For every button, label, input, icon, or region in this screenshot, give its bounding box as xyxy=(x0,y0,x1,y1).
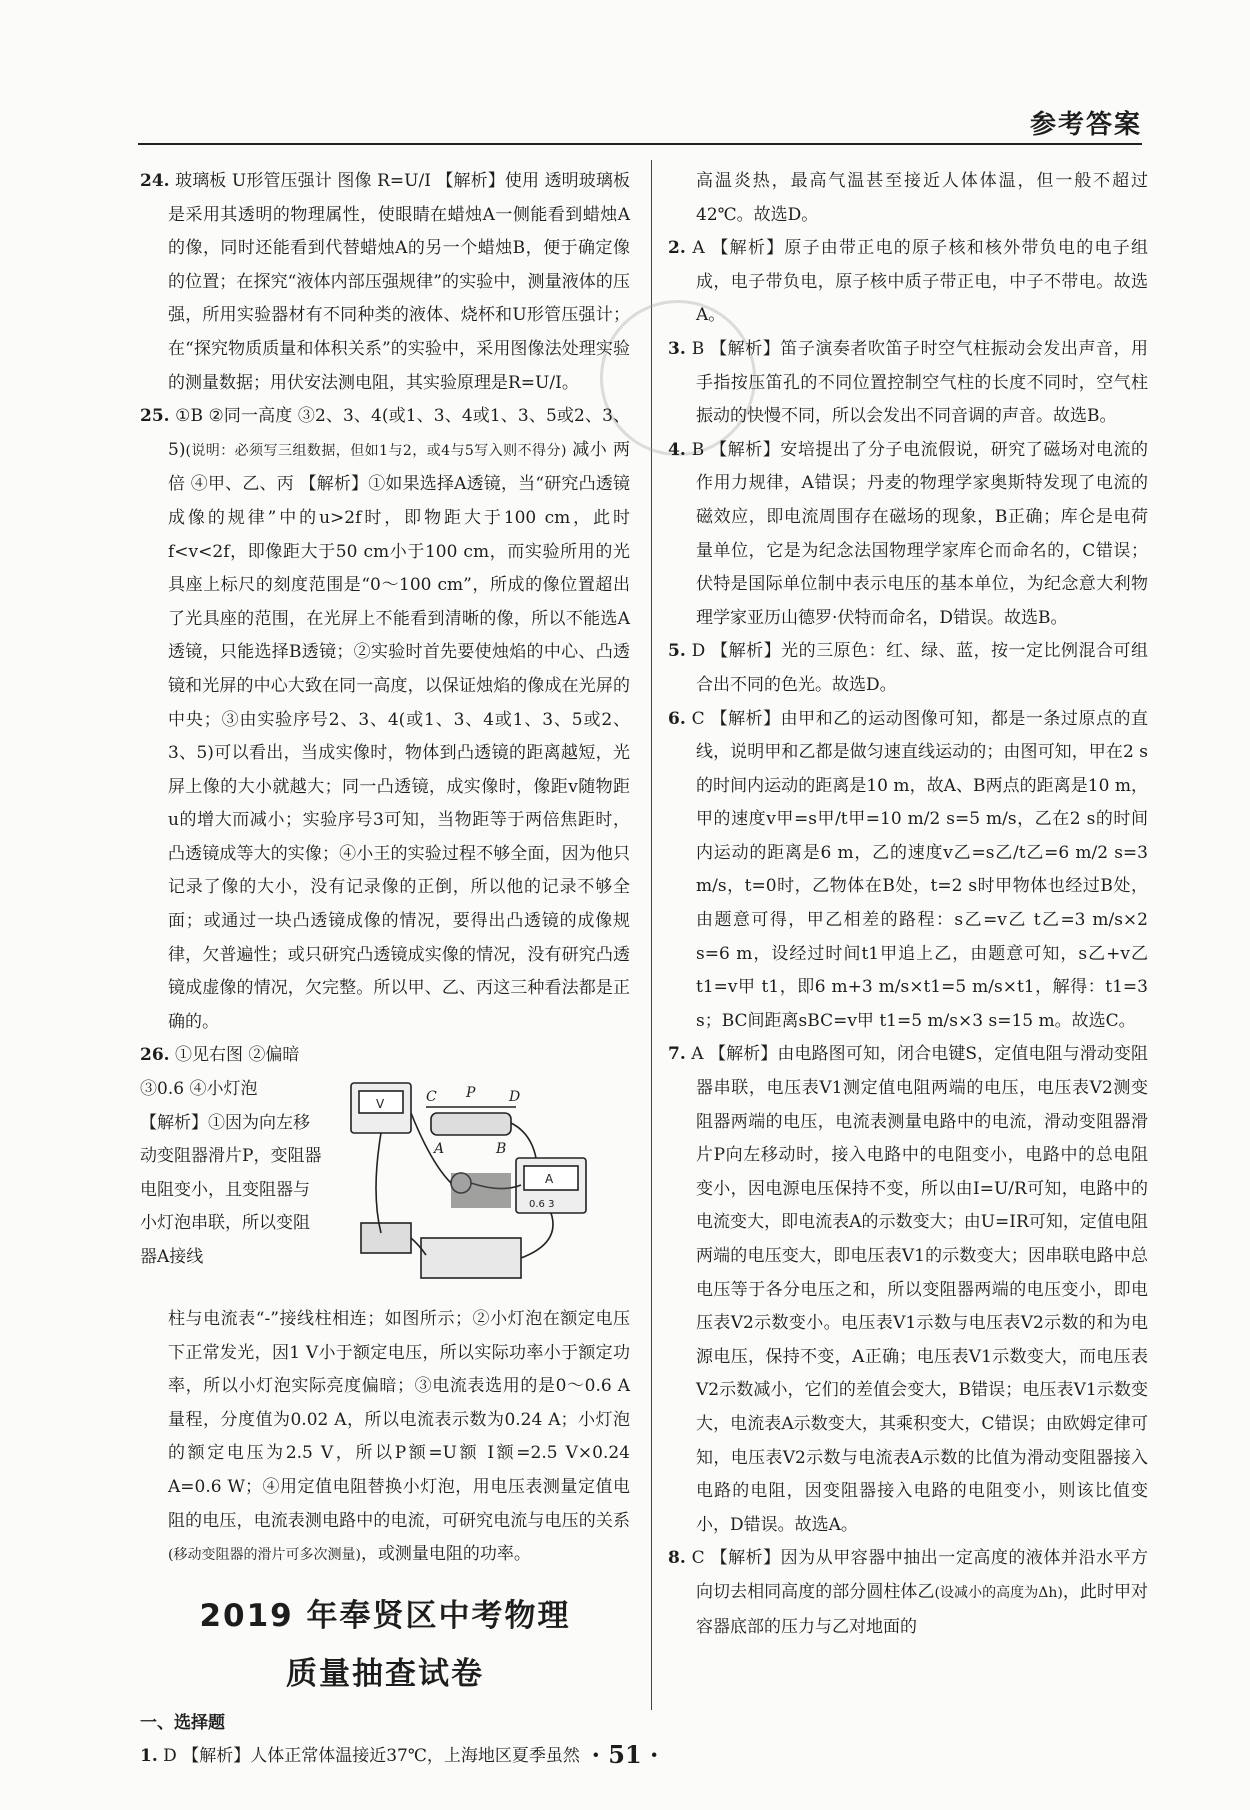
circuit-diagram xyxy=(331,1073,601,1303)
answer-body: 柱与电流表“-”接线柱相连；如图所示；②小灯泡在额定电压下正常发光，因1 V小于额定电压，所以实际功率小于额定功率，所以小灯泡实际亮度偏暗；③电流表选用的是0～0.6 A量程，分度值为0.02 A，所以电流表示数为0.24 A；小灯泡的额定电压为2.5 V，所以P额=U额 I额=2.5 V×0.24 A=0.6 W；④用定值电阻替换小灯泡，用电压表测量定值电阻的电压，电流表测电路中的电流，可研究电流与电压的关系 xyxy=(168,1309,630,1531)
answer-text: D 【解析】光的三原色：红、绿、蓝，按一定比例混合可组合出不同的色光。故选D。 xyxy=(691,641,1148,695)
label-A: A xyxy=(434,1141,445,1158)
answer-text: C 【解析】由甲和乙的运动图像可知，都是一条过原点的直线，说明甲和乙都是做匀速直线运动的；由图可知，甲在2 s的时间内运动的距离是10 m，故A、B两点的距离是10 m，甲的速度v甲=s甲/t甲=10 m/2 s=5 m/s，乙在2 s的时间内运动的距离是6 m，乙的速度v乙=s乙/t乙=6 m/2 s=3 m/s，t=0时，乙物体在B处，t=2 s时甲物体也经过B处，由题意可得，甲乙相差的路程：s乙=v乙 t乙=3 m/s×2 s=6 m，设经过时间t1甲追上乙，由题意可知，s乙+v乙 t1=v甲 t1，即6 m+3 m/s×t1=5 m/s×t1，解得：t1=3 s；BC间距离sBC=v甲 t1=5 m/s×3 s=15 m。故选C。 xyxy=(691,708,1148,1031)
section-title xyxy=(140,1587,630,1703)
answer-number: 4. xyxy=(668,439,686,460)
answer-24 xyxy=(140,165,630,400)
answer-8 xyxy=(668,1542,1148,1644)
answer-text: ③0.6 ④小灯泡 xyxy=(140,1079,258,1100)
answer-note: (移动变阻器的滑片可多次测量) xyxy=(168,1547,361,1564)
answer-text: B 【解析】笛子演奏者吹笛子时空气柱振动会发出声音，用手指按压笛孔的不同位置控制空气柱的长度不同时，空气柱振动的快慢不同，所以会发出不同音调的声音。故选B。 xyxy=(691,338,1148,427)
label-D: D xyxy=(509,1089,521,1106)
battery-icon xyxy=(421,1238,521,1278)
answer-number: 1. xyxy=(140,1746,158,1767)
answer-number: 7. xyxy=(668,1044,686,1065)
answer-1-continued: 高温炎热，最高气温甚至接近人体体温，但一般不超过42℃。故选D。 xyxy=(696,171,1148,225)
voltmeter-symbol: V xyxy=(376,1097,385,1112)
answer-number: 3. xyxy=(668,338,686,359)
section-title-line2: 质量抽查试卷 xyxy=(286,1655,484,1692)
answer-tail: ，此时甲对容器底部的压力与乙对地面的 xyxy=(696,1581,1149,1637)
page-number: · 51 · xyxy=(591,1740,659,1769)
answer-text: B 【解析】安培提出了分子电流假说，研究了磁场对电流的作用力规律，A错误；丹麦的物理学家奥斯特发现了电流的磁效应，即电流周围存在磁场的现象，B正确；库仑是电荷量单位，它是为纪念法国物理学家库仑而命名的，C错误；伏特是国际单位制中表示电压的基本单位，为纪念意大利物理学家亚历山德罗·伏特而命名，D错误。故选B。 xyxy=(691,439,1148,628)
answer-26-side-text xyxy=(140,1073,325,1303)
answer-note: (设减小的高度为Δh) xyxy=(934,1584,1063,1601)
answer-26-body xyxy=(140,1303,630,1573)
answer-6 xyxy=(668,703,1148,1039)
answer-text: 玻璃板 U形管压强计 图像 R=U/I 【解析】使用 xyxy=(175,171,540,191)
ammeter-symbol: A xyxy=(545,1172,554,1187)
answer-number: 2. xyxy=(668,238,686,259)
answer-text: ①见右图 ②偏暗 xyxy=(174,1045,300,1066)
answer-text: C 【解析】因为从甲容器中抽出一定高度的液体并沿水平方向切去相同高度的部分圆柱体乙 xyxy=(691,1548,1148,1602)
label-B: B xyxy=(496,1141,507,1158)
wire-shade xyxy=(451,1173,511,1208)
answer-5 xyxy=(668,635,1148,702)
section-subhead: 一、选择题 xyxy=(140,1712,225,1733)
answer-text: A 【解析】原子由带正电的原子核和核外带负电的电子组成，电子带负电，原子核中质子带正电，中子不带电。故选A。 xyxy=(692,238,1148,326)
answer-body: 透明玻璃板是采用其透明的物理属性，使眼睛在蜡烛A一侧能看到蜡烛A的像，同时还能看到代替蜡烛A的另一个蜡烛B，便于确定像的位置；在探究“液体内部压强规律”的实验中，测量液体的压强，所用实验器材有不同种类的液体、烧杯和U形管压强计；在“探究物质质量和体积关系”的实验中，采用图像法处理实验的测量数据；用伏安法测电阻，其实验原理是R=U/I。 xyxy=(168,171,630,393)
rheostat-icon xyxy=(431,1113,511,1135)
answer-text: D 【解析】人体正常体温接近37℃，上海地区夏季虽然 xyxy=(163,1746,580,1767)
answer-number: 8. xyxy=(668,1548,686,1569)
ammeter-scale: 0.6 3 xyxy=(529,1199,555,1211)
answer-tail: ，或测量电阻的功率。 xyxy=(360,1544,531,1565)
answer-text: ①B ②同一高度 ③2、3、4(或1、3、4或1、3、5或2、3、5) xyxy=(168,406,631,460)
label-C: C xyxy=(426,1089,437,1106)
header-rule xyxy=(138,143,1142,145)
answer-body: 【解析】①因为向左移动变阻器滑片P，变阻器电阻变小，且变阻器与小灯泡串联，所以变阻器A接线 xyxy=(140,1112,322,1267)
answer-3 xyxy=(668,333,1148,434)
answer-7 xyxy=(668,1038,1148,1542)
answer-text: A 【解析】由电路图可知，闭合电键S，定值电阻与滑动变阻器串联，电压表V1测定值电阻两端的电压，电压表V2测变阻器两端的电压，电流表测量电路中的电流，滑动变阻器滑片P向左移动时，接入电路中的电阻变小，电路中的总电阻变小，因电源电压保持不变，所以由I=U/R可知，电路中的电流变大，即电流表A的示数变大；由U=IR可知，定值电阻两端的电压变大，即电压表V1的示数变大；因串联电路中总电压等于各分电压之和，所以变阻器两端的电压变小，即电压表V2示数变小。电压表V1示数与电压表V2示数的和为电源电压，保持不变，A正确；电压表V1示数变大，而电压表V2示数减小，它们的差值会变大，B错误；电压表V1示数变大，电流表A示数变大，其乘积变大，C错误；由欧姆定律可知，电压表V2示数与电流表A示数的比值为滑动变阻器接入电路的电阻，因变阻器接入电路的电阻变小，则该比值变小，D错误。故选A。 xyxy=(691,1044,1148,1535)
switch-icon xyxy=(361,1223,411,1253)
answer-number: 26. xyxy=(140,1045,170,1066)
answer-number: 25. xyxy=(140,406,170,427)
answer-note: (说明：必须写三组数据，但如1与2，或4与5写入则不得分) xyxy=(185,442,567,459)
answer-number: 5. xyxy=(668,641,686,662)
answer-body: 减小 两倍 ④甲、乙、丙 【解析】①如果选择A透镜，当“研究凸透镜成像的规律”中的u>2f时，即物距大于100 cm，此时f<v<2f，即像距大于50 cm小于100 cm，而实验所用的光具座上标尺的刻度范围是“0～100 cm”，所成的像位置超出了光具座的范围，在光屏上不能看到清晰的像，所以不能选A透镜，只能选择B透镜；②实验时首先要使烛焰的中心、凸透镜和光屏的中心大致在同一高度，以保证烛焰的像成在光屏的中央；③由实验序号2、3、4(或1、3、4或1、3、5或2、3、5)可以看出，当成实像时，物体到凸透镜的距离越短，光屏上像的大小就越大；同一凸透镜，成实像时，像距v随物距u的增大而减小；实验序号3可知，当物距等于两倍焦距时，凸透镜成等大的实像；④小王的实验过程不够全面，因为他只记录了像的大小，没有记录像的正倒，所以他的记录不够全面；或通过一块凸透镜成像的情况，要得出凸透镜的成像规律，欠普遍性；或只研究凸透镜成实像的情况，没有研究凸透镜成虚像的情况，欠完整。所以甲、乙、丙这三种看法都是正确的。 xyxy=(168,439,630,1032)
answer-26-figure-block xyxy=(140,1073,630,1303)
page-header-title: 参考答案 xyxy=(1029,110,1142,140)
answer-25 xyxy=(140,400,630,1039)
answer-26-head xyxy=(140,1039,630,1073)
answer-2 xyxy=(668,232,1148,333)
left-column xyxy=(140,165,630,1774)
answer-number: 6. xyxy=(668,708,686,729)
answer-4 xyxy=(668,434,1148,636)
label-P: P xyxy=(466,1085,476,1102)
section-title-line1: 2019 年奉贤区中考物理 xyxy=(199,1597,571,1634)
right-column xyxy=(668,165,1148,1644)
answer-number: 24. xyxy=(140,171,170,191)
